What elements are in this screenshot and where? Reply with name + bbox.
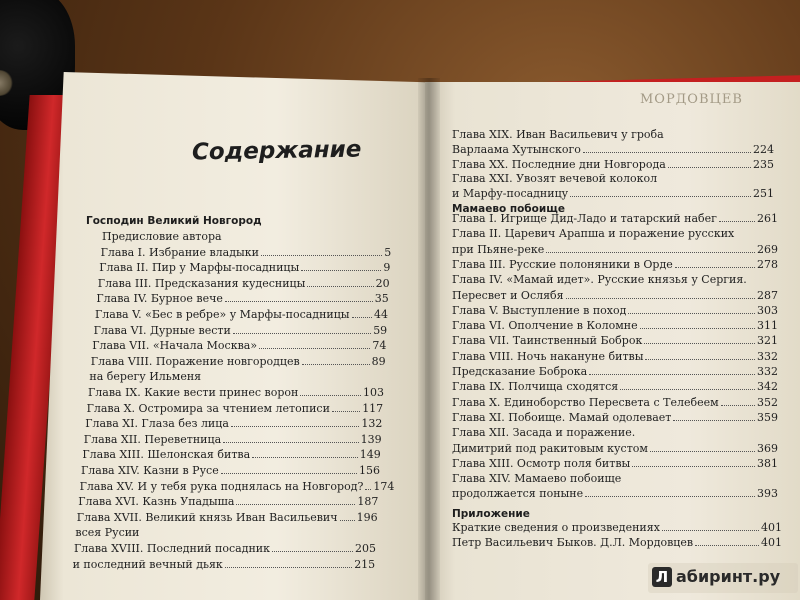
toc-leader-dots	[302, 364, 370, 365]
toc-entry-title: Глава XIV. Казни в Русе	[81, 464, 219, 477]
toc-entry-page: 149	[359, 448, 381, 462]
toc-entry-page: 359	[757, 410, 778, 424]
toc-entry-title: Глава XIX. Иван Васильевич у гроба	[452, 128, 664, 141]
toc-leader-dots	[662, 530, 759, 531]
toc-leader-dots	[583, 152, 751, 153]
toc-leader-dots	[673, 420, 755, 421]
toc-entry-page: 393	[757, 487, 778, 501]
toc-entry-title: Глава III. Предсказания кудесницы	[97, 276, 306, 290]
toc-entry	[74, 542, 376, 555]
toc-entry	[452, 187, 774, 200]
toc-entry	[101, 246, 392, 259]
toc-entry-page: 205	[355, 542, 376, 555]
toc-entry-title: Краткие сведения о произведениях	[452, 521, 660, 534]
toc-leader-dots	[223, 442, 358, 443]
labirint-logo-text: абиринт.ру	[676, 567, 781, 586]
toc-entry-title: Глава VIII. Ночь накануне битвы	[452, 349, 644, 363]
toc-entry	[82, 448, 380, 461]
toc-entry	[452, 258, 778, 271]
toc-entry-page: 278	[757, 257, 778, 271]
toc-entry-title: Предисловие автора	[102, 230, 222, 243]
toc-leader-dots	[252, 457, 358, 458]
toc-leader-dots	[695, 545, 759, 546]
toc-entry-page: 303	[757, 303, 778, 317]
toc-entry-page: 103	[363, 386, 384, 399]
toc-entry	[85, 417, 382, 430]
toc-entry-title: Глава XI. Побоище. Мамай одолевает	[452, 410, 672, 424]
toc-entry	[452, 426, 778, 439]
toc-entry-title: на берегу Ильменя	[89, 370, 202, 384]
toc-entry-page: 224	[753, 142, 774, 156]
toc-entry	[95, 308, 388, 321]
labirint-logo-icon: Л	[652, 567, 672, 587]
toc-entry-page: 9	[383, 261, 391, 275]
book-gutter	[418, 78, 440, 600]
toc-leader-dots	[332, 411, 360, 412]
toc-entry-page: 321	[757, 334, 778, 348]
toc-leader-dots	[261, 255, 382, 256]
toc-entry-title: Глава XI. Глаза без лица	[85, 417, 229, 431]
toc-leader-dots	[645, 359, 755, 360]
toc-entry	[91, 355, 386, 368]
toc-entry-page: 401	[761, 521, 782, 534]
toc-entry	[84, 433, 382, 446]
toc-entry-title: Глава XIV. Мамаево побоище	[452, 472, 622, 486]
toc-leader-dots	[259, 348, 370, 349]
toc-leader-dots	[300, 395, 361, 396]
toc-entry-title: всея Русии	[75, 526, 140, 540]
toc-entry-page: 174	[373, 479, 395, 493]
toc-leader-dots	[307, 286, 373, 287]
toc-entry-page: 251	[753, 187, 774, 201]
toc-entry-title: Глава XV. И у тебя рука поднялась на Новгород?	[79, 479, 364, 493]
toc-entry-title: Глава X. Единоборство Пересвета с Телебеем	[452, 395, 719, 409]
toc-entry-page: 287	[757, 288, 778, 302]
toc-entry-title: Глава XXI. Увозят вечевой колокол	[452, 172, 658, 186]
toc-entry-page: 59	[373, 323, 388, 337]
toc-entry-page: 352	[757, 395, 778, 409]
toc-entry-title: Глава IX. Полчища сходятся	[452, 380, 619, 394]
toc-entry-page: 117	[362, 401, 384, 415]
toc-entry-page: 139	[360, 432, 382, 446]
toc-entry	[89, 370, 384, 383]
toc-entry-title: Глава I. Избрание владыки	[100, 245, 259, 259]
toc-entry	[452, 442, 778, 455]
toc-entry-page: 20	[375, 276, 390, 290]
toc-entry-title: Глава XII. Переветница	[83, 432, 222, 446]
toc-leader-dots	[365, 489, 371, 490]
toc-entry-title: Глава XII. Засада и поражение.	[452, 426, 636, 440]
toc-entry-page: 332	[757, 349, 778, 363]
toc-entry-page: 381	[757, 456, 778, 470]
toc-entry-page: 342	[757, 380, 778, 394]
labirint-watermark	[648, 563, 798, 593]
ghost-header: МОРДОВЦЕВ	[640, 92, 743, 107]
toc-leader-dots	[632, 466, 755, 467]
toc-entry	[452, 411, 778, 424]
toc-entry-title: Глава IV. «Мамай идет». Русские князья у Сергия.	[452, 273, 747, 287]
toc-leader-dots	[589, 374, 755, 375]
toc-entry-title: и последний вечный дьяк	[72, 557, 223, 571]
toc-entry-page: 369	[757, 441, 778, 455]
toc-entry-title: продолжается поныне	[452, 487, 584, 501]
toc-entry-page: 156	[359, 464, 380, 477]
toc-entry	[452, 396, 778, 409]
toc-entry	[452, 536, 782, 549]
toc-entry	[102, 230, 392, 243]
page-title: Содержание	[191, 136, 362, 166]
toc-leader-dots	[585, 496, 755, 497]
toc-leader-dots	[272, 551, 353, 552]
toc-entry-title: Глава V. «Бес в ребре» у Марфы-посадницы	[95, 308, 350, 321]
toc-entry-page: 401	[761, 536, 782, 549]
toc-entry	[75, 526, 376, 539]
toc-entry-title: Глава XIII. Осмотр поля битвы	[452, 456, 631, 470]
toc-leader-dots	[570, 196, 751, 197]
toc-entry	[77, 511, 378, 524]
toc-entry	[96, 292, 388, 305]
toc-leader-dots	[640, 328, 755, 329]
toc-leader-dots	[546, 252, 755, 253]
toc-entry-title: Глава VI. Дурные вести	[93, 323, 231, 337]
toc-entry-page: 261	[757, 212, 778, 225]
toc-leader-dots	[236, 504, 355, 505]
toc-entry	[79, 479, 395, 493]
toc-entry	[452, 273, 778, 286]
toc-entry	[452, 243, 778, 256]
toc-entry	[452, 212, 778, 225]
toc-entry	[78, 495, 378, 508]
toc-entry-title: Глава II. Царевич Арапша и поражение русских	[452, 227, 735, 241]
toc-entry-page: 269	[757, 242, 778, 256]
toc-entry-title: Димитрий под ракитовым кустом	[452, 441, 648, 455]
toc-entry-page: 215	[354, 557, 376, 571]
toc-entry-title: Глава I. Игрище Дид-Ладо и татарский набег	[452, 212, 717, 225]
toc-leader-dots	[721, 405, 755, 406]
section-heading-appendix: Приложение	[452, 508, 530, 520]
toc-entry	[94, 324, 388, 337]
toc-leader-dots	[719, 221, 755, 222]
toc-entry-title: и Марфу-посадницу	[452, 187, 569, 201]
toc-entry-title: Глава XVI. Казнь Упадыша	[78, 495, 235, 509]
toc-entry-page: 89	[371, 354, 386, 368]
toc-entry-title: Глава VI. Ополчение в Коломне	[452, 319, 638, 333]
toc-entry	[98, 277, 390, 290]
toc-entry-title: Глава II. Пир у Марфы-посадницы	[99, 261, 300, 275]
toc-entry	[452, 172, 774, 185]
toc-entry-title: Глава XVII. Великий князь Иван Васильевич	[76, 510, 338, 524]
toc-entry	[452, 334, 778, 347]
toc-entry	[452, 319, 778, 332]
toc-entry	[87, 402, 384, 415]
toc-entry-page: 311	[757, 319, 778, 333]
toc-entry	[452, 472, 778, 485]
toc-entry	[81, 464, 380, 477]
toc-entry-title: Глава XIII. Шелонская битва	[82, 448, 251, 462]
toc-entry	[452, 487, 778, 500]
toc-leader-dots	[675, 267, 755, 268]
toc-leader-dots	[668, 167, 751, 168]
toc-entry	[99, 261, 390, 274]
toc-entry	[73, 558, 376, 571]
toc-entry	[452, 350, 778, 363]
toc-leader-dots	[221, 473, 357, 474]
toc-entry-title: Глава V. Выступление в поход	[452, 303, 627, 317]
toc-entry-page: 5	[384, 245, 392, 259]
toc-entry-title: Глава IX. Какие вести принес ворон	[88, 386, 299, 399]
toc-entry	[452, 457, 778, 470]
toc-leader-dots	[352, 317, 372, 318]
toc-entry-page: 35	[374, 292, 389, 306]
toc-entry-page: 44	[374, 308, 388, 321]
toc-entry	[92, 339, 386, 352]
toc-entry-title: Предсказание Боброка	[452, 365, 588, 378]
toc-leader-dots	[301, 270, 381, 271]
toc-entry-page: 235	[753, 157, 774, 171]
toc-leader-dots	[225, 301, 373, 302]
toc-entry	[452, 380, 778, 393]
toc-leader-dots	[225, 567, 352, 568]
toc-entry-title: Глава XVIII. Последний посадник	[74, 542, 271, 555]
toc-leader-dots	[233, 333, 371, 334]
toc-leader-dots	[628, 313, 755, 314]
toc-entry-title: Глава III. Русские полоняники в Орде	[452, 257, 673, 271]
toc-leader-dots	[566, 298, 755, 299]
toc-entry-title: Глава VII. Таинственный Боброк	[452, 334, 643, 348]
toc-entry	[452, 128, 774, 141]
toc-leader-dots	[650, 451, 755, 452]
toc-entry	[452, 227, 778, 240]
toc-entry	[452, 521, 782, 534]
toc-entry	[452, 289, 778, 302]
toc-entry	[452, 158, 774, 171]
toc-entry	[88, 386, 384, 399]
toc-entry	[452, 143, 774, 156]
cup-decoration	[0, 70, 14, 96]
toc-entry-page: 187	[357, 495, 379, 509]
toc-entry-page: 74	[372, 339, 387, 353]
toc-entry-title: Глава X. Остромира за чтением летописи	[86, 401, 330, 415]
toc-entry-title: Петр Васильевич Быков. Д.Л. Мордовцев	[452, 536, 694, 549]
toc-entry-page: 132	[361, 417, 383, 431]
toc-entry-page: 332	[757, 365, 778, 378]
toc-entry-title: Глава XX. Последние дни Новгорода	[452, 157, 666, 171]
toc-leader-dots	[620, 389, 755, 390]
toc-leader-dots	[644, 343, 755, 344]
toc-leader-dots	[231, 426, 359, 427]
section-heading-novgorod: Господин Великий Новгород	[86, 215, 262, 227]
toc-entry-title: Глава IV. Бурное вече	[96, 292, 223, 306]
toc-entry-title: при Пьяне-реке	[452, 242, 545, 256]
toc-entry-title: Варлаама Хутынского	[452, 142, 581, 156]
toc-entry-title: Глава VIII. Поражение новгородцев	[90, 354, 300, 368]
toc-entry-title: Пересвет и Ослябя	[452, 288, 564, 302]
toc-leader-dots	[340, 520, 355, 521]
toc-entry-page: 196	[356, 510, 378, 524]
section-heading-mamaevo: Мамаево побоище	[452, 203, 565, 215]
toc-entry-title: Глава VII. «Начала Москва»	[92, 339, 258, 353]
toc-entry	[452, 304, 778, 317]
toc-entry	[452, 365, 778, 378]
